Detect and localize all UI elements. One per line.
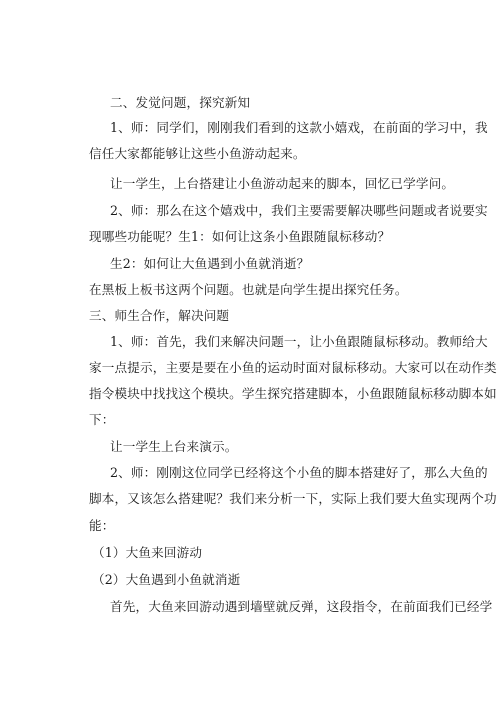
section-heading-discover: 二、发觉问题，探究新知 xyxy=(110,95,251,110)
paragraph-line: 让一学生，上台搭建让小鱼游动起来的脚本，回忆已学学问。 xyxy=(110,176,455,191)
paragraph-line: 生2：如何让大鱼遇到小鱼就消逝？ xyxy=(110,256,310,271)
paragraph-line: 信任大家都能够让这些小鱼游动起来。 xyxy=(89,146,306,161)
paragraph-line: 让一学生上台来演示。 xyxy=(110,439,238,454)
paragraph-line: 在黑板上板书这两个问题。也就是向学生提出探究任务。 xyxy=(89,282,408,297)
paragraph-line: 脚本，又该怎么搭建呢？我们来分析一下，实际上我们要大鱼实现两个功 xyxy=(89,491,497,506)
paragraph-line: 下： xyxy=(89,412,115,427)
paragraph-line: 2、师：那么在这个嬉戏中，我们主要需要解决哪些问题或者说要实 xyxy=(110,203,488,218)
paragraph-line: 家一点提示，主要是要在小鱼的运动时面对鼠标移动。大家可以在动作类 xyxy=(89,360,497,375)
list-item: （2）大鱼遇到小鱼就消逝 xyxy=(92,572,241,587)
paragraph-line: 1、师：同学们，刚刚我们看到的这款小嬉戏，在前面的学习中，我 xyxy=(110,120,488,135)
paragraph-line: 2、师：刚刚这位同学已经将这个小鱼的脚本搭建好了，那么大鱼的 xyxy=(110,465,488,480)
paragraph-line: 1、师：首先，我们来解决问题一，让小鱼跟随鼠标移动。教师给大 xyxy=(110,334,488,349)
paragraph-line: 指令模块中找找这个模块。学生探究搭建脚本，小鱼跟随鼠标移动脚本如 xyxy=(89,386,497,401)
list-item: （1）大鱼来回游动 xyxy=(92,545,203,560)
paragraph-line: 现哪些功能呢？生1：如何让这条小鱼跟随鼠标移动？ xyxy=(89,229,391,244)
paragraph-line: 能： xyxy=(89,518,115,533)
section-heading-cooperate: 三、师生合作，解决问题 xyxy=(89,308,230,323)
paragraph-line: 首先，大鱼来回游动遇到墙壁就反弹，这段指令，在前面我们已经学 xyxy=(110,599,493,614)
